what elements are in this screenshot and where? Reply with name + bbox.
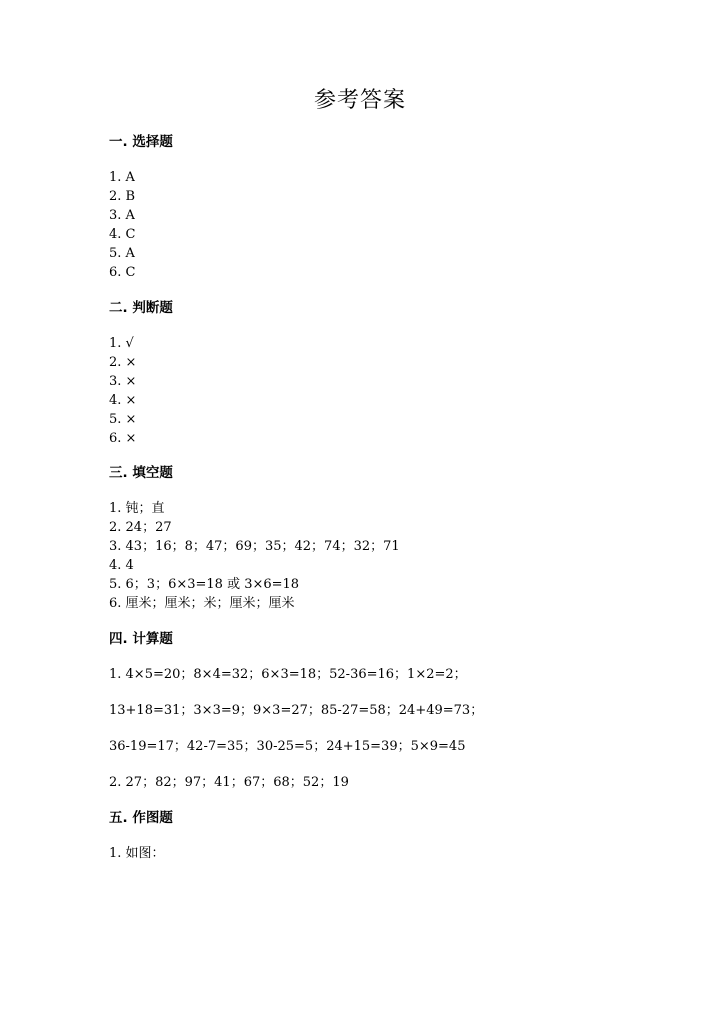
choice-answer: 6. C xyxy=(109,265,136,280)
fill-answer: 1. 钝；直 xyxy=(109,501,165,516)
choice-answer: 1. A xyxy=(109,170,135,185)
calc-answer: 36-19=17；42-7=35；30-25=5；24+15=39；5×9=45 xyxy=(109,739,466,754)
choice-answer: 4. C xyxy=(109,227,136,242)
choice-answer: 3. A xyxy=(109,208,135,223)
page-title: 参考答案 xyxy=(313,88,406,113)
fill-answer: 3. 43；16；8；47；69；35；42；74；32；71 xyxy=(109,539,400,554)
calc-answer: 2. 27；82；97；41；67；68；52；19 xyxy=(109,775,349,790)
calc-answer: 13+18=31；3×3=9；9×3=27；85-27=58；24+49=73； xyxy=(109,703,484,718)
fill-answer: 2. 24；27 xyxy=(109,520,172,535)
judge-answer: 1. √ xyxy=(109,336,134,351)
choice-answer: 2. B xyxy=(109,189,136,204)
judge-answer: 6. × xyxy=(109,431,137,446)
judge-answer: 2. × xyxy=(109,355,137,370)
draw-answer: 1. 如图： xyxy=(109,846,165,861)
section-heading-calc: 四. 计算题 xyxy=(109,631,173,647)
fill-answer: 4. 4 xyxy=(109,558,134,573)
section-heading-choice: 一. 选择题 xyxy=(109,134,173,150)
judge-answer: 5. × xyxy=(109,412,137,427)
calc-answer: 1. 4×5=20；8×4=32；6×3=18；52-36=16；1×2=2； xyxy=(109,667,467,682)
section-heading-fill: 三. 填空题 xyxy=(109,465,173,481)
section-heading-draw: 五. 作图题 xyxy=(109,810,173,826)
judge-answer: 4. × xyxy=(109,393,137,408)
fill-answer: 6. 厘米；厘米；米；厘米；厘米 xyxy=(109,596,295,611)
section-heading-judge: 二. 判断题 xyxy=(109,300,173,316)
judge-answer: 3. × xyxy=(109,374,137,389)
fill-answer: 5. 6；3；6×3=18 或 3×6=18 xyxy=(109,577,300,592)
choice-answer: 5. A xyxy=(109,246,135,261)
